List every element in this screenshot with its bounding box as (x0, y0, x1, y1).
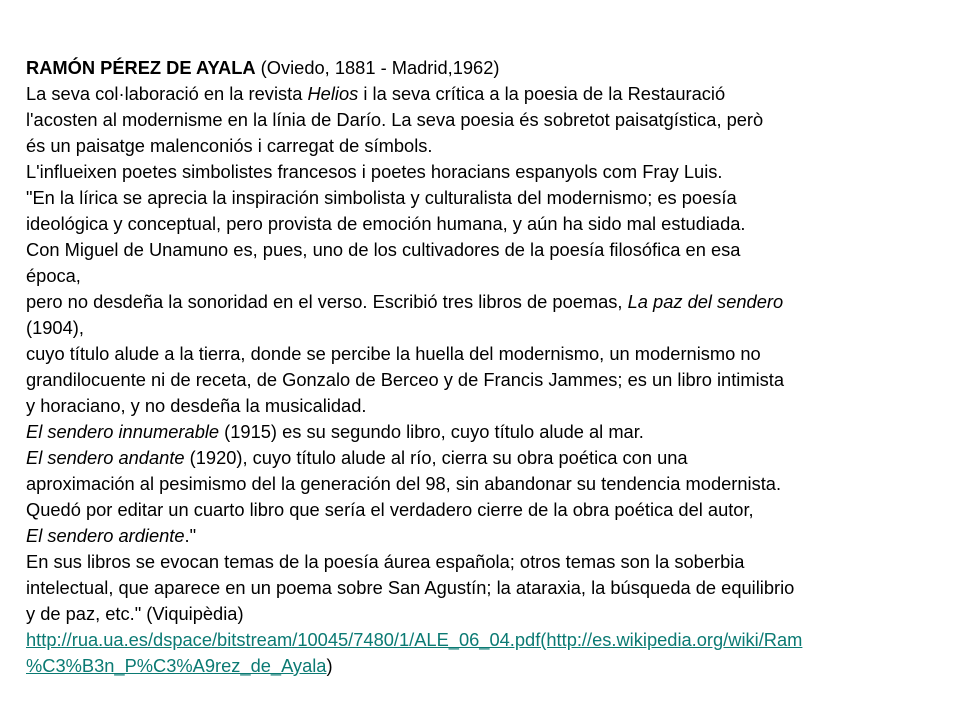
text-line: y de paz, etc." (Viquipèdia) (26, 603, 244, 624)
author-name: RAMÓN PÉREZ DE AYALA (26, 57, 256, 78)
text-fragment: (1920), cuyo título alude al río, cierra su obra poética con una (184, 447, 688, 468)
text-line: En sus libros se evocan temas de la poesía áurea española; otros temas son la soberbia (26, 551, 745, 572)
text-fragment: La seva col·laboració en la revista (26, 83, 308, 104)
text-line: época, (26, 265, 81, 286)
heading-line (26, 55, 946, 81)
text-line: Quedó por editar un cuarto libro que sería el verdadero cierre de la obra poética del autor, (26, 499, 754, 520)
text-line: l'acosten al modernisme en la línia de Darío. La seva poesia és sobretot paisatgística, però (26, 109, 764, 130)
link-line (26, 653, 946, 679)
source-link-part-1[interactable]: http://rua.ua.es/dspace/bitstream/10045/7480/1/ALE_06_04.pdf(http://es.wikipedia.org/wiki/Ram (26, 629, 803, 650)
journal-title: Helios (307, 83, 359, 104)
text-line: ideológica y conceptual, pero provista de emoción humana, y aún ha sido mal estudiada. (26, 213, 746, 234)
source-link-part-2[interactable]: %C3%B3n_P%C3%A9rez_de_Ayala (26, 655, 327, 676)
text-fragment: pero no desdeña la sonoridad en el verso. Escribió tres libros de poemas, (26, 291, 628, 312)
text-line: Con Miguel de Unamuno es, pues, uno de los cultivadores de la poesía filosófica en esa (26, 239, 741, 260)
text-fragment: i la seva crítica a la poesia de la Restauració (358, 83, 726, 104)
text-line: "En la lírica se aprecia la inspiración simbolista y culturalista del modernismo; es poesía (26, 187, 737, 208)
document-body (26, 55, 946, 679)
text-line: és un paisatge malenconiós i carregat de símbols. (26, 135, 433, 156)
author-dates: (Oviedo, 1881 - Madrid,1962) (255, 57, 500, 78)
text-line (26, 81, 946, 107)
text-line (26, 419, 946, 445)
text-fragment: ." (184, 525, 197, 546)
text-fragment: (1915) es su segundo libro, cuyo título alude al mar. (219, 421, 644, 442)
closing-paren: ) (326, 655, 333, 676)
text-line: aproximación al pesimismo del la generación del 98, sin abandonar su tendencia modernista. (26, 473, 782, 494)
text-line: grandilocuente ni de receta, de Gonzalo de Berceo y de Francis Jammes; es un libro intimista (26, 369, 785, 390)
text-line: (1904), (26, 317, 84, 338)
text-line (26, 523, 946, 549)
text-line: cuyo título alude a la tierra, donde se percibe la huella del modernismo, un modernismo no (26, 343, 761, 364)
book-title: El sendero andante (26, 447, 185, 468)
text-line: y horaciano, y no desdeña la musicalidad. (26, 395, 367, 416)
text-line: L'influeixen poetes simbolistes francesos i poetes horacians espanyols com Fray Luis. (26, 161, 723, 182)
book-title: El sendero ardiente (26, 525, 185, 546)
book-title: La paz del sendero (627, 291, 784, 312)
text-line: intelectual, que aparece en un poema sobre San Agustín; la ataraxia, la búsqueda de equilibrio (26, 577, 795, 598)
book-title: El sendero innumerable (26, 421, 220, 442)
text-line (26, 445, 946, 471)
link-line (26, 627, 946, 653)
text-line (26, 289, 946, 315)
